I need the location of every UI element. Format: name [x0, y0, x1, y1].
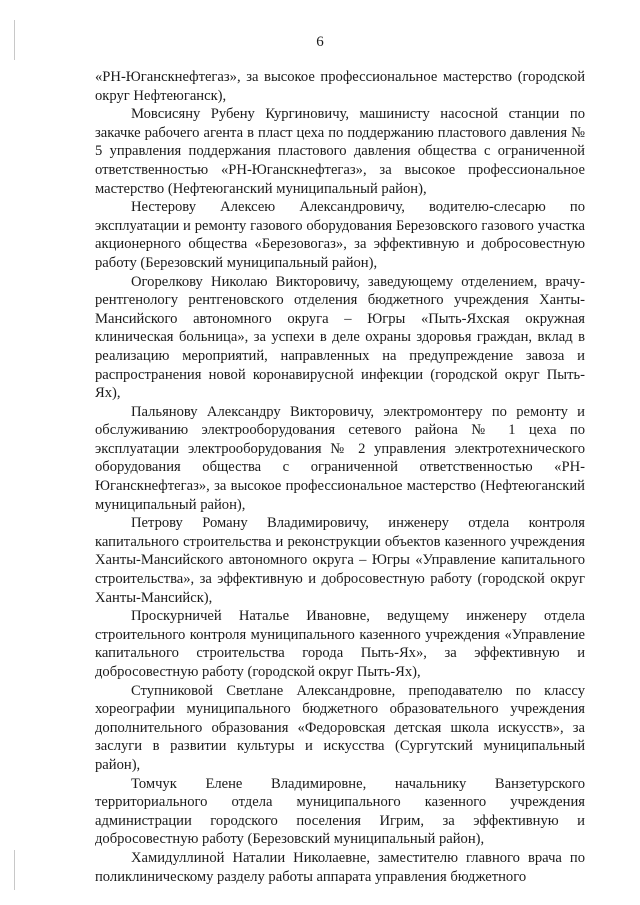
page-number: 6 — [316, 34, 324, 50]
paragraph-stupnikova: Ступниковой Светлане Александровне, преподавателю по классу хореографии муниципального бюджетного образовательного учреждения дополнительного образования «Федоровская детская школа искусств», за заслуги в развитии культуры и искусства (Сургутский муниципальный район), — [95, 682, 585, 773]
paragraph-tomchuk: Томчук Елене Владимировне, начальнику Ванзетурского территориального отдела муниципального казенного учреждения администрации городского поселения Игрим, за эффективную и добросовестную работу (Березовский муниципальный район), — [95, 775, 585, 848]
paragraph-continuation: «РН-Юганскнефтегаз», за высокое профессиональное мастерство (городской округ Нефтеюганск), — [95, 69, 585, 104]
paragraph-khamidullina: Хамидуллиной Наталии Николаевне, заместителю главного врача по поликлиническому разделу работы аппарата управления бюджетного — [95, 849, 585, 885]
paragraph-palyanov: Пальянову Александру Викторовичу, электромонтеру по ремонту и обслуживанию электрооборудования сетевого района № 1 цеха по эксплуатации электрооборудования № 2 управления электротехнического оборудования общества с ограниченной ответственностью «РН-Юганскнефтегаз», за высокое профессиональное мастерство (Нефтеюганский муниципальный район), — [95, 403, 585, 513]
paragraph-petrov: Петрову Роману Владимировичу, инженеру отдела контроля капитального строительства и реконструкции объектов казенного учреждения Ханты-Мансийского автономного округа – Югры «Управление капитального строительства», за эффективную и добросовестную работу (городской округ Ханты-Мансийск), — [95, 515, 585, 606]
scan-edge-bottom — [14, 850, 15, 890]
paragraph-movsisyan: Мовсисяну Рубену Кургиновичу, машинисту насосной станции по закачке рабочего агента в пласт цеха по поддержанию пластового давления № 5 управления поддержания пластового давления общества с ограниченной ответственностью «РН-Юганскнефтегаз», за высокое профессиональное мастерство (Нефтеюганский муниципальный район), — [95, 106, 585, 197]
paragraph-nesterov: Нестерову Алексею Александровичу, водителю-слесарю по эксплуатации и ремонту газового оборудования Березовского газового участка акционерного общества «Березовогаз», за эффективную и добросовестную работу (Березовский муниципальный район), — [95, 199, 585, 271]
document-body — [95, 68, 585, 886]
paragraph-proskurnichaya: Проскурничей Наталье Ивановне, ведущему инженеру отдела строительного контроля муниципального казенного учреждения «Управление капитального строительства города Пыть-Ях», за эффективную и добросовестную работу (городской округ Пыть-Ях), — [95, 608, 585, 680]
paragraph-ogorelkov: Огорелкову Николаю Викторовичу, заведующему отделением, врачу-рентгенологу рентгеновского отделения бюджетного учреждения Ханты-Мансийского автономного округа – Югры «Пыть-Яхская окружная клиническая больница», за успехи в деле охраны здоровья граждан, вклад в реализацию мероприятий, направленных на предупреждение завоза и распространения новой коронавирусной инфекции (городской округ Пыть-Ях), — [95, 273, 585, 402]
